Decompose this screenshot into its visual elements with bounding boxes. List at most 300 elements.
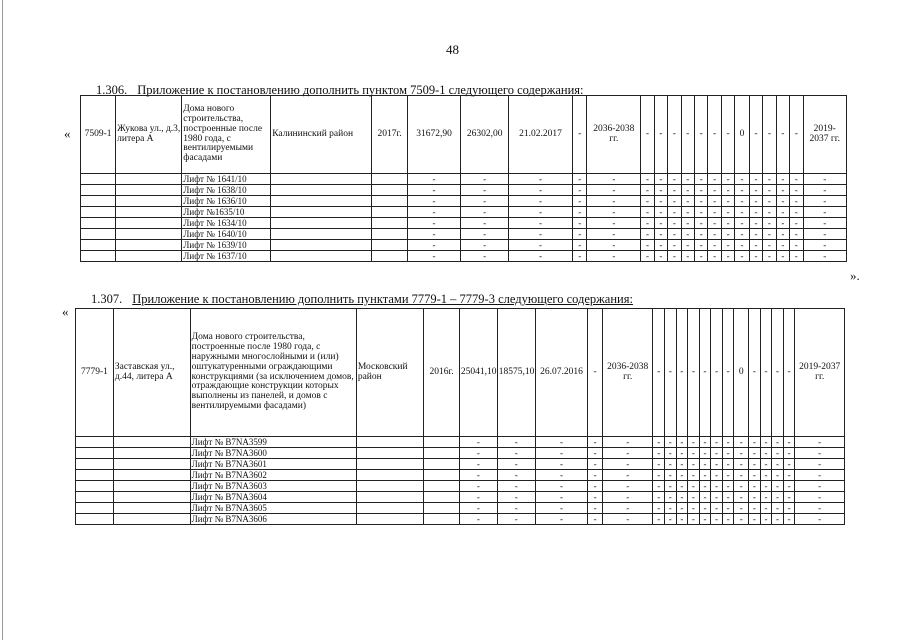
dash-cell: - — [681, 196, 694, 207]
dash-cell: - — [588, 437, 603, 448]
building-type-cell: Дома нового строительства, построенные после 1980 года, с наружными многослойными и (или) оштукатуренными ограждающими конструкциями (за исключением домов, отраждающие конструкции которых выполнены из панелей, и домов с вентилируемыми фасадами) — [190, 309, 356, 437]
section-title: Приложение к постановлению дополнить пунктами 7779-1 – 7779-3 следующего содержания: — [132, 292, 633, 306]
dash-cell: - — [676, 459, 688, 470]
dash-cell: - — [783, 448, 795, 459]
dash-cell: - — [722, 492, 734, 503]
dash-cell: - — [721, 96, 734, 174]
dash-cell: - — [665, 470, 677, 481]
empty-cell — [81, 251, 116, 262]
empty-cell — [113, 470, 190, 481]
dash-cell: - — [459, 492, 497, 503]
dash-cell: - — [790, 196, 803, 207]
lift-row — [81, 251, 847, 262]
dash-cell: - — [573, 207, 587, 218]
dash-cell: - — [587, 185, 641, 196]
dash-cell: - — [721, 229, 734, 240]
dash-cell: - — [602, 481, 652, 492]
empty-cell — [76, 481, 114, 492]
lift-name-cell: Лифт № B7NA3600 — [190, 448, 356, 459]
district-cell: Калининский район — [271, 96, 372, 174]
empty-cell — [356, 503, 423, 514]
empty-cell — [81, 240, 116, 251]
dash-cell: - — [688, 459, 700, 470]
dash-cell: - — [776, 207, 789, 218]
period2-cell: 2019-2037 гг. — [795, 309, 845, 437]
dash-cell: - — [711, 309, 723, 437]
lift-row — [76, 448, 845, 459]
empty-cell — [271, 218, 372, 229]
page-number: 48 — [446, 42, 459, 57]
close-quote-1306: ». — [850, 268, 860, 283]
dash-cell: - — [803, 218, 847, 229]
dash-cell: - — [587, 218, 641, 229]
dash-cell: - — [497, 459, 535, 470]
dash-cell: - — [588, 459, 603, 470]
dash-cell: - — [641, 185, 654, 196]
lift-row — [76, 437, 845, 448]
dash-cell: - — [665, 514, 677, 525]
dash-cell: - — [749, 309, 761, 437]
dash-cell: - — [760, 448, 772, 459]
dash-cell: - — [665, 437, 677, 448]
dash-cell: - — [461, 240, 509, 251]
empty-cell — [356, 459, 423, 470]
empty-cell — [424, 481, 460, 492]
dash-cell: - — [749, 96, 762, 174]
lift-name-cell: Лифт № B7NA3606 — [190, 514, 356, 525]
dash-cell: - — [508, 207, 572, 218]
dash-cell: - — [676, 309, 688, 437]
dash-cell: - — [763, 207, 776, 218]
dash-cell: - — [772, 514, 784, 525]
lift-name-cell: Лифт № 1636/10 — [182, 196, 271, 207]
dash-cell: - — [749, 185, 762, 196]
dash-cell: - — [722, 481, 734, 492]
lift-row — [81, 207, 847, 218]
empty-cell — [356, 470, 423, 481]
dash-cell: - — [735, 174, 749, 185]
dash-cell: - — [497, 503, 535, 514]
lift-row — [76, 470, 845, 481]
dash-cell: - — [694, 251, 707, 262]
dash-cell: - — [459, 448, 497, 459]
dash-cell: - — [763, 240, 776, 251]
dash-cell: - — [760, 437, 772, 448]
dash-cell: - — [668, 96, 681, 174]
dash-cell: - — [735, 229, 749, 240]
dash-cell: - — [760, 459, 772, 470]
dash-cell: - — [803, 174, 847, 185]
dash-cell: - — [795, 481, 845, 492]
dash-cell: - — [795, 437, 845, 448]
empty-cell — [424, 503, 460, 514]
dash-cell: - — [508, 240, 572, 251]
empty-cell — [271, 229, 372, 240]
dash-cell: - — [573, 96, 587, 174]
dash-cell: - — [783, 459, 795, 470]
dash-cell: - — [735, 196, 749, 207]
lift-row — [81, 229, 847, 240]
dash-cell: - — [749, 448, 761, 459]
dash-cell: - — [711, 448, 723, 459]
dash-cell: - — [654, 185, 667, 196]
empty-cell — [372, 185, 407, 196]
dash-cell: - — [508, 185, 572, 196]
dash-cell: - — [772, 470, 784, 481]
dash-cell: - — [790, 251, 803, 262]
dash-cell: - — [676, 470, 688, 481]
open-quote-1307: « — [62, 304, 69, 319]
dash-cell: - — [665, 503, 677, 514]
dash-cell: - — [654, 251, 667, 262]
dash-cell: - — [776, 96, 789, 174]
dash-cell: - — [721, 240, 734, 251]
empty-cell — [76, 514, 114, 525]
dash-cell: - — [688, 503, 700, 514]
main-row — [76, 309, 845, 437]
dash-cell: - — [641, 207, 654, 218]
empty-cell — [81, 207, 116, 218]
dash-cell: - — [699, 448, 711, 459]
dash-cell: - — [790, 174, 803, 185]
dash-cell: - — [699, 437, 711, 448]
dash-cell: - — [699, 481, 711, 492]
dash-cell: - — [749, 207, 762, 218]
period2-cell: 2019-2037 гг. — [803, 96, 847, 174]
dash-cell: - — [508, 218, 572, 229]
dash-cell: - — [749, 218, 762, 229]
dash-cell: - — [602, 470, 652, 481]
dash-cell: - — [790, 240, 803, 251]
dash-cell: - — [694, 207, 707, 218]
dash-cell: - — [722, 503, 734, 514]
dash-cell: - — [772, 503, 784, 514]
dash-cell: - — [602, 459, 652, 470]
dash-cell: - — [772, 459, 784, 470]
dash-cell: - — [790, 185, 803, 196]
dash-cell: - — [722, 459, 734, 470]
dash-cell: - — [735, 218, 749, 229]
dash-cell: - — [711, 503, 723, 514]
empty-cell — [76, 492, 114, 503]
empty-cell — [113, 481, 190, 492]
dash-cell: - — [749, 196, 762, 207]
dash-cell: - — [795, 503, 845, 514]
dash-cell: - — [573, 174, 587, 185]
dash-cell: - — [668, 185, 681, 196]
empty-cell — [116, 218, 182, 229]
dash-cell: - — [760, 514, 772, 525]
object-code-cell: 7509-1 — [81, 96, 116, 174]
dash-cell: - — [641, 251, 654, 262]
date-cell: 21.02.2017 — [508, 96, 572, 174]
dash-cell: - — [573, 251, 587, 262]
dash-cell: - — [668, 251, 681, 262]
dash-cell: - — [711, 470, 723, 481]
dash-cell: - — [711, 514, 723, 525]
empty-cell — [271, 196, 372, 207]
dash-cell: - — [734, 481, 749, 492]
dash-cell: - — [407, 174, 461, 185]
dash-cell: - — [721, 207, 734, 218]
dash-cell: - — [699, 492, 711, 503]
dash-cell: - — [708, 229, 721, 240]
dash-cell: - — [734, 503, 749, 514]
dash-cell: - — [588, 514, 603, 525]
dash-cell: - — [803, 207, 847, 218]
dash-cell: - — [708, 185, 721, 196]
dash-cell: - — [688, 309, 700, 437]
dash-cell: - — [721, 185, 734, 196]
dash-cell: - — [665, 459, 677, 470]
dash-cell: - — [676, 503, 688, 514]
dash-cell: - — [535, 437, 588, 448]
dash-cell: - — [654, 207, 667, 218]
empty-cell — [76, 437, 114, 448]
empty-cell — [271, 207, 372, 218]
dash-cell: - — [694, 229, 707, 240]
dash-cell: - — [711, 492, 723, 503]
dash-cell: - — [783, 514, 795, 525]
dash-cell: - — [535, 481, 588, 492]
dash-cell: - — [760, 309, 772, 437]
dash-cell: - — [588, 470, 603, 481]
dash-cell: - — [588, 448, 603, 459]
empty-cell — [116, 240, 182, 251]
dash-cell: - — [721, 196, 734, 207]
empty-cell — [116, 185, 182, 196]
dash-cell: - — [676, 492, 688, 503]
dash-cell: - — [760, 481, 772, 492]
dash-cell: - — [783, 309, 795, 437]
empty-cell — [113, 514, 190, 525]
dash-cell: - — [497, 481, 535, 492]
empty-cell — [116, 174, 182, 185]
dash-cell: - — [790, 96, 803, 174]
dash-cell: - — [497, 437, 535, 448]
dash-cell: - — [803, 185, 847, 196]
dash-cell: - — [535, 459, 588, 470]
dash-cell: - — [459, 459, 497, 470]
dash-cell: - — [772, 492, 784, 503]
dash-cell: - — [461, 251, 509, 262]
dash-cell: - — [722, 309, 734, 437]
dash-cell: - — [641, 196, 654, 207]
dash-cell: - — [681, 185, 694, 196]
dash-cell: - — [749, 240, 762, 251]
dash-cell: - — [653, 459, 665, 470]
dash-cell: - — [749, 503, 761, 514]
area-total-cell: 25041,10 — [459, 309, 497, 437]
dash-cell: - — [665, 309, 677, 437]
lift-name-cell: Лифт № B7NA3604 — [190, 492, 356, 503]
dash-cell: - — [665, 448, 677, 459]
dash-cell: - — [535, 514, 588, 525]
empty-cell — [424, 492, 460, 503]
dash-cell: - — [654, 196, 667, 207]
dash-cell: - — [795, 514, 845, 525]
dash-cell: - — [699, 514, 711, 525]
dash-cell: - — [641, 218, 654, 229]
dash-cell: - — [508, 251, 572, 262]
dash-cell: - — [641, 229, 654, 240]
dash-cell: - — [459, 481, 497, 492]
dash-cell: - — [573, 196, 587, 207]
dash-cell: - — [711, 459, 723, 470]
dash-cell: - — [734, 459, 749, 470]
section-number: 1.306. — [96, 83, 128, 97]
dash-cell: - — [588, 309, 603, 437]
dash-cell: - — [749, 229, 762, 240]
dash-cell: - — [721, 218, 734, 229]
dash-cell: - — [681, 96, 694, 174]
dash-cell: - — [407, 240, 461, 251]
dash-cell: - — [602, 437, 652, 448]
lift-name-cell: Лифт № 1634/10 — [182, 218, 271, 229]
empty-cell — [116, 207, 182, 218]
dash-cell: - — [749, 481, 761, 492]
dash-cell: - — [535, 503, 588, 514]
dash-cell: - — [688, 470, 700, 481]
dash-cell: - — [708, 96, 721, 174]
empty-cell — [81, 196, 116, 207]
lift-row — [76, 459, 845, 470]
lift-row — [76, 481, 845, 492]
dash-cell: - — [461, 229, 509, 240]
lift-row — [76, 514, 845, 525]
dash-cell: - — [688, 437, 700, 448]
dash-cell: - — [711, 481, 723, 492]
dash-cell: - — [722, 437, 734, 448]
dash-cell: - — [699, 470, 711, 481]
dash-cell: - — [461, 196, 509, 207]
dash-cell: - — [508, 174, 572, 185]
dash-cell: - — [653, 503, 665, 514]
dash-cell: - — [407, 207, 461, 218]
dash-cell: - — [641, 174, 654, 185]
dash-cell: - — [776, 196, 789, 207]
lift-name-cell: Лифт № 1640/10 — [182, 229, 271, 240]
empty-cell — [113, 448, 190, 459]
dash-cell: - — [535, 448, 588, 459]
dash-cell: - — [587, 196, 641, 207]
empty-cell — [113, 437, 190, 448]
dash-cell: - — [588, 481, 603, 492]
dash-cell: - — [708, 251, 721, 262]
dash-cell: - — [653, 448, 665, 459]
dash-cell: - — [668, 174, 681, 185]
dash-cell: - — [459, 437, 497, 448]
dash-cell: - — [688, 492, 700, 503]
lift-row — [81, 185, 847, 196]
dash-cell: - — [783, 437, 795, 448]
dash-cell: - — [681, 218, 694, 229]
empty-cell — [81, 185, 116, 196]
empty-cell — [81, 229, 116, 240]
dash-cell: - — [587, 207, 641, 218]
dash-cell: - — [734, 437, 749, 448]
dash-cell: - — [654, 229, 667, 240]
dash-cell: - — [602, 448, 652, 459]
dash-cell: - — [699, 503, 711, 514]
empty-cell — [424, 437, 460, 448]
dash-cell: - — [763, 218, 776, 229]
dash-cell: - — [587, 251, 641, 262]
dash-cell: - — [668, 207, 681, 218]
dash-cell: - — [721, 251, 734, 262]
dash-cell: - — [795, 459, 845, 470]
dash-cell: - — [497, 492, 535, 503]
dash-cell: - — [763, 96, 776, 174]
empty-cell — [372, 207, 407, 218]
lift-name-cell: Лифт № 1639/10 — [182, 240, 271, 251]
dash-cell: - — [722, 470, 734, 481]
dash-cell: - — [641, 240, 654, 251]
dash-cell: - — [665, 492, 677, 503]
dash-cell: - — [708, 240, 721, 251]
period-cell: 2036-2038 гг. — [587, 96, 641, 174]
dash-cell: - — [749, 459, 761, 470]
dash-cell: - — [722, 448, 734, 459]
dash-cell: - — [790, 207, 803, 218]
dash-cell: - — [735, 240, 749, 251]
dash-cell: - — [783, 503, 795, 514]
dash-cell: - — [681, 240, 694, 251]
dash-cell: - — [573, 218, 587, 229]
dash-cell: - — [708, 196, 721, 207]
dash-cell: - — [772, 309, 784, 437]
dash-cell: - — [735, 207, 749, 218]
lift-name-cell: Лифт № B7NA3599 — [190, 437, 356, 448]
dash-cell: - — [749, 492, 761, 503]
dash-cell: - — [654, 174, 667, 185]
dash-cell: - — [653, 309, 665, 437]
dash-cell: - — [760, 503, 772, 514]
dash-cell: - — [573, 185, 587, 196]
dash-cell: - — [735, 251, 749, 262]
dash-cell: - — [461, 207, 509, 218]
dash-cell: - — [653, 492, 665, 503]
date-cell: 26.07.2016 — [535, 309, 588, 437]
lift-row — [76, 492, 845, 503]
dash-cell: - — [772, 437, 784, 448]
zero-cell: 0 — [734, 309, 749, 437]
dash-cell: - — [749, 437, 761, 448]
dash-cell: - — [407, 185, 461, 196]
empty-cell — [113, 492, 190, 503]
open-quote-1306: « — [64, 126, 71, 141]
dash-cell: - — [681, 251, 694, 262]
dash-cell: - — [681, 207, 694, 218]
dash-cell: - — [641, 96, 654, 174]
dash-cell: - — [783, 481, 795, 492]
dash-cell: - — [749, 514, 761, 525]
table-section-1307 — [75, 308, 845, 525]
dash-cell: - — [654, 240, 667, 251]
dash-cell: - — [776, 174, 789, 185]
dash-cell: - — [668, 196, 681, 207]
dash-cell: - — [573, 240, 587, 251]
empty-cell — [271, 251, 372, 262]
dash-cell: - — [497, 470, 535, 481]
dash-cell: - — [694, 240, 707, 251]
object-code-cell: 7779-1 — [76, 309, 114, 437]
lift-name-cell: Лифт № B7NA3602 — [190, 470, 356, 481]
empty-cell — [116, 229, 182, 240]
dash-cell: - — [699, 459, 711, 470]
dash-cell: - — [694, 218, 707, 229]
dash-cell: - — [763, 229, 776, 240]
